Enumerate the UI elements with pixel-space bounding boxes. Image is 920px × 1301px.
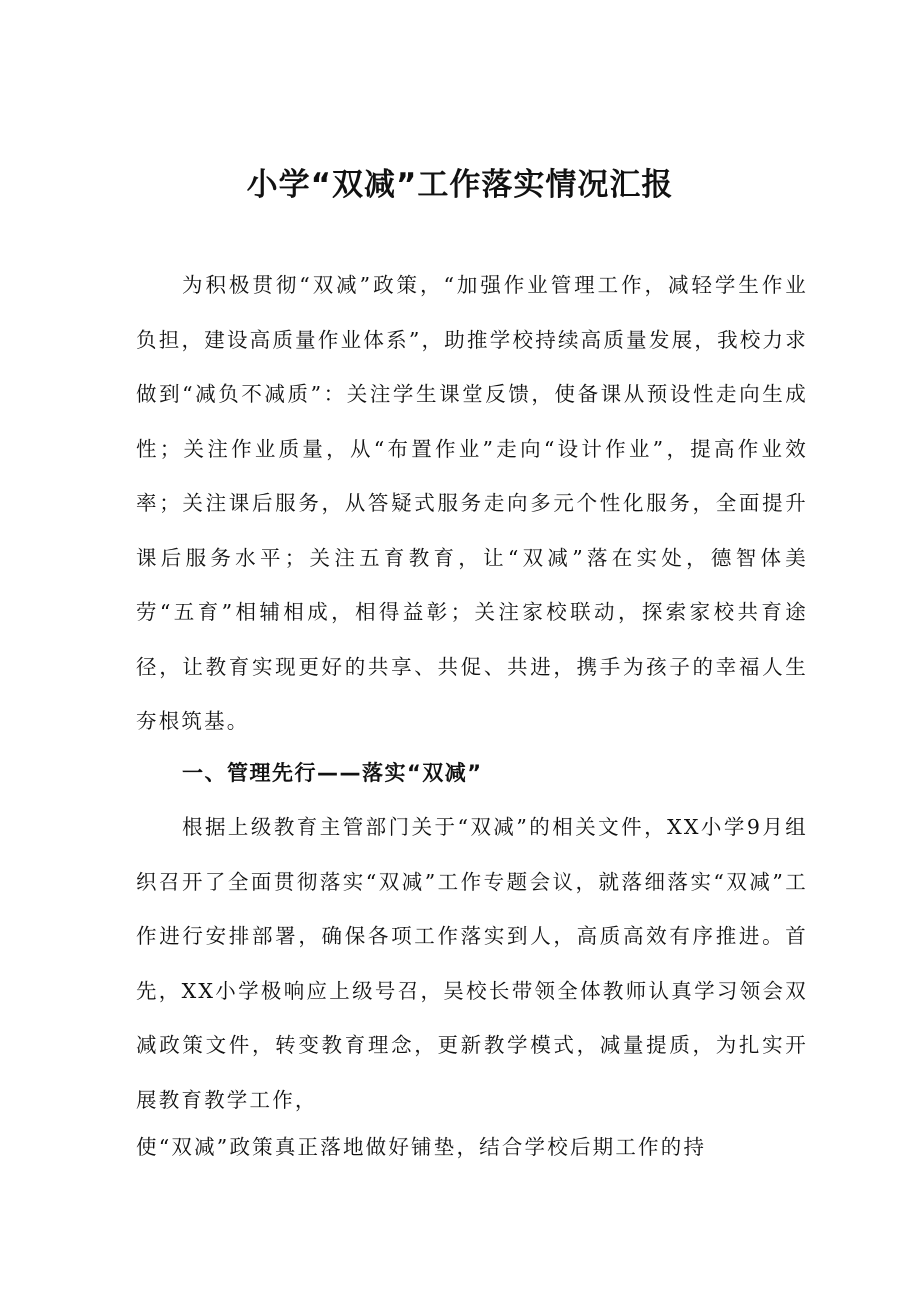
document-title: 小学“双减”工作落实情况汇报 bbox=[246, 167, 674, 203]
continued-paragraph: 使“双减”政策真正落地做好铺垫，结合学校后期工作的持 bbox=[136, 1135, 707, 1159]
section-heading: 一、管理先行——落实“双减” bbox=[182, 761, 483, 785]
body-paragraph: 根据上级教育主管部门关于“双减”的相关文件，XX小学9月组织召开了全面贯彻落实“双减”工作专题会议，就落细落实“双减”工作进行安排部署，确保各项工作落实到人，高质高效有序推进。首先，XX小学极响应上级号召，吴校长带领全体教师认真学习领会双减政策文件，转变教育理念，更新教学模式，减量提质，为扎实开展教育教学工作， bbox=[136, 815, 808, 1112]
intro-paragraph: 为积极贯彻“双减”政策，“加强作业管理工作，减轻学生作业负担，建设高质量作业体系”，助推学校持续高质量发展，我校力求做到“减负不减质”：关注学生课堂反馈，使备课从预设性走向生成性；关注作业质量，从“布置作业”走向“设计作业”，提高作业效率；关注课后服务，从答疑式服务走向多元个性化服务，全面提升课后服务水平；关注五育教育，让“双减”落在实处，德智体美劳“五育”相辅相成，相得益彰；关注家校联动，探索家校共育途径，让教育实现更好的共享、共促、共进，携手为孩子的幸福人生夯根筑基。 bbox=[136, 273, 808, 733]
